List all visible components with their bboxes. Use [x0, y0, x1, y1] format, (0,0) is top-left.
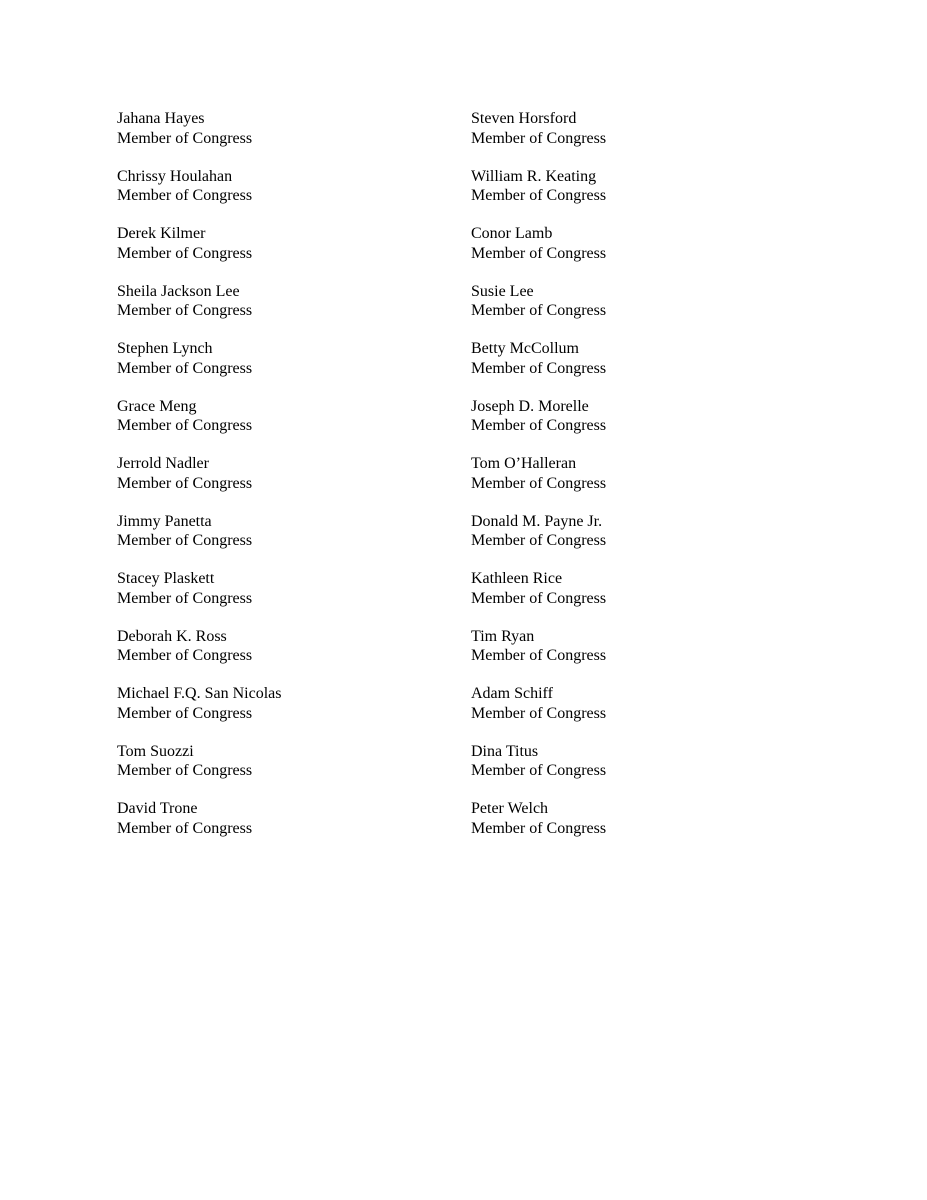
signer-block: [471, 684, 677, 742]
signature-list: [117, 109, 677, 857]
signer-block: [471, 799, 677, 857]
signer-name: Chrissy Houlahan: [117, 167, 233, 185]
signer-name: Donald M. Payne Jr.: [471, 512, 603, 530]
signer-title: Member of Congress: [117, 589, 253, 607]
signer-title: Member of Congress: [117, 129, 253, 147]
signer-name: Sheila Jackson Lee: [117, 282, 240, 300]
signer-title: Member of Congress: [471, 589, 607, 607]
signer-name: William R. Keating: [471, 167, 597, 185]
signer-block: [471, 627, 677, 685]
signer-name: Derek Kilmer: [117, 225, 206, 242]
signer-name: Conor Lamb: [471, 225, 553, 242]
signer-block: [471, 742, 677, 800]
signer-block: [117, 569, 471, 627]
signer-block: [471, 512, 677, 570]
signer-name: Jimmy Panetta: [117, 512, 212, 530]
signer-title: Member of Congress: [117, 532, 253, 549]
signer-name: Michael F.Q. San Nicolas: [117, 685, 282, 702]
signer-title: Member of Congress: [471, 302, 607, 319]
signer-title: Member of Congress: [471, 187, 607, 204]
signer-name: Grace Meng: [117, 397, 197, 415]
signer-title: Member of Congress: [117, 474, 253, 492]
signer-title: Member of Congress: [117, 244, 253, 262]
signer-block: [117, 799, 471, 857]
signer-title: Member of Congress: [117, 417, 253, 434]
signer-block: [117, 627, 471, 685]
signer-title: Member of Congress: [471, 647, 607, 664]
signer-block: [117, 742, 471, 800]
signer-title: Member of Congress: [471, 417, 607, 434]
signer-name: Kathleen Rice: [471, 570, 563, 587]
signer-title: Member of Congress: [471, 244, 607, 262]
signer-name: Deborah K. Ross: [117, 627, 227, 645]
signer-name: Tom Suozzi: [117, 742, 194, 760]
signer-block: [471, 282, 677, 340]
signer-name: Tim Ryan: [471, 627, 535, 645]
signer-name: Tom O’Halleran: [471, 455, 577, 472]
signer-block: [471, 454, 677, 512]
signer-title: Member of Congress: [471, 474, 607, 492]
signer-title: Member of Congress: [471, 532, 607, 549]
signer-block: [117, 109, 471, 167]
signer-block: [117, 167, 471, 225]
signer-block: [117, 684, 471, 742]
signer-title: Member of Congress: [117, 819, 253, 837]
signer-block: [471, 167, 677, 225]
signer-block: [117, 397, 471, 455]
signer-name: David Trone: [117, 800, 198, 817]
signer-title: Member of Congress: [117, 302, 253, 319]
signer-block: [471, 397, 677, 455]
signer-title: Member of Congress: [471, 762, 607, 779]
signer-title: Member of Congress: [117, 704, 253, 722]
signer-title: Member of Congress: [117, 762, 253, 779]
signer-block: [117, 224, 471, 282]
signer-block: [117, 454, 471, 512]
signer-name: Betty McCollum: [471, 340, 579, 357]
signer-title: Member of Congress: [117, 359, 253, 377]
signer-block: [117, 512, 471, 570]
signer-name: Stephen Lynch: [117, 340, 213, 357]
signer-title: Member of Congress: [471, 819, 607, 837]
signer-title: Member of Congress: [471, 359, 607, 377]
signer-name: Steven Horsford: [471, 110, 577, 127]
signer-block: [117, 282, 471, 340]
signer-block: [471, 224, 677, 282]
signer-block: [471, 569, 677, 627]
signer-name: Adam Schiff: [471, 685, 553, 702]
signer-name: Susie Lee: [471, 282, 534, 300]
signer-name: Peter Welch: [471, 800, 549, 817]
signer-block: [471, 109, 677, 167]
signer-title: Member of Congress: [117, 187, 253, 204]
signer-block: [117, 339, 471, 397]
signer-name: Joseph D. Morelle: [471, 397, 589, 415]
signer-name: Jahana Hayes: [117, 110, 205, 127]
signer-name: Dina Titus: [471, 742, 539, 760]
signer-title: Member of Congress: [117, 647, 253, 664]
signer-name: Jerrold Nadler: [117, 455, 209, 472]
signer-title: Member of Congress: [471, 704, 607, 722]
signer-name: Stacey Plaskett: [117, 570, 215, 587]
signer-block: [471, 339, 677, 397]
signer-title: Member of Congress: [471, 129, 607, 147]
